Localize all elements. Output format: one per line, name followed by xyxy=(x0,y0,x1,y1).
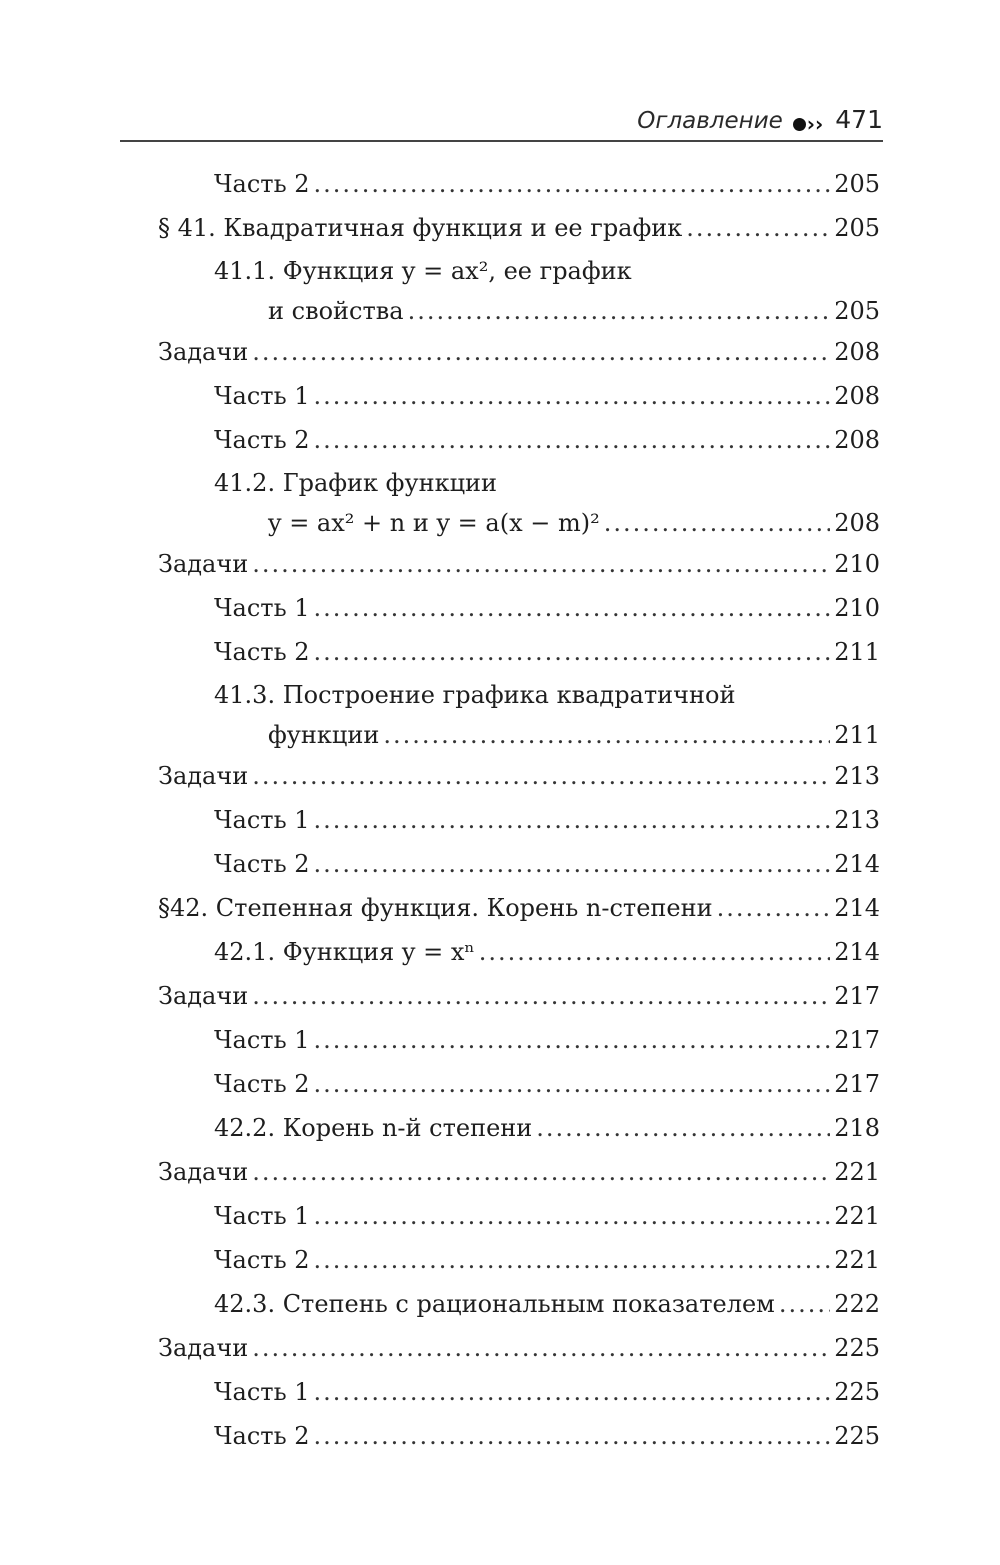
toc-entry xyxy=(158,542,880,586)
toc-entry-title: Задачи xyxy=(158,338,249,366)
toc-entry xyxy=(158,1062,880,1106)
toc-entry-title: Часть 2 xyxy=(214,1070,310,1098)
toc-entry-title: Часть 2 xyxy=(214,850,310,878)
toc-entry-title: Часть 2 xyxy=(214,1246,310,1274)
toc-entry-title: Часть 2 xyxy=(214,638,310,666)
toc-entry-page: 222 xyxy=(834,1290,880,1318)
dot-leader xyxy=(314,374,831,418)
dot-leader xyxy=(252,330,830,374)
dot-leader xyxy=(717,886,831,930)
dot-leader xyxy=(314,1018,831,1062)
toc-entry-page: 214 xyxy=(834,894,880,922)
toc-entry-title: 41.2. График функции xyxy=(214,469,497,497)
toc-entry-page: 205 xyxy=(834,214,880,242)
dot-leader xyxy=(252,754,830,798)
toc-entry-page: 218 xyxy=(834,1114,880,1142)
toc-entry-title: Задачи xyxy=(158,982,249,1010)
toc-entry-title: 42.2. Корень n-й степени xyxy=(214,1114,533,1142)
dot-leader xyxy=(314,586,831,630)
toc-entry-page: 208 xyxy=(834,338,880,366)
toc-entry-page: 211 xyxy=(834,638,880,666)
toc-entry-title: Часть 1 xyxy=(214,1202,310,1230)
toc-entry-title-continued: функции xyxy=(268,721,380,749)
toc-entry-page: 217 xyxy=(834,1070,880,1098)
toc-entry-title: Часть 1 xyxy=(214,382,310,410)
toc-entry-title: Задачи xyxy=(158,1158,249,1186)
toc-entry-title: Часть 2 xyxy=(214,426,310,454)
toc-entry-title: Часть 1 xyxy=(214,806,310,834)
dot-leader xyxy=(314,418,831,462)
toc-entry xyxy=(158,1018,880,1062)
toc-entry xyxy=(158,974,880,1018)
dot-leader xyxy=(314,1194,831,1238)
toc-entry-title: 41.1. Функция y = ax², ее график xyxy=(214,257,632,285)
dot-leader xyxy=(314,798,831,842)
dot-leader xyxy=(779,1282,830,1326)
running-head xyxy=(120,96,883,142)
toc-entry-page: 214 xyxy=(834,938,880,966)
toc-entry xyxy=(158,1326,880,1370)
toc-entry-title: Часть 2 xyxy=(214,170,310,198)
toc-entry xyxy=(158,1282,880,1326)
toc-entry-page: 213 xyxy=(834,762,880,790)
table-of-contents xyxy=(158,162,880,1458)
dot-leader xyxy=(252,1326,830,1370)
toc-entry xyxy=(158,418,880,462)
dot-leader xyxy=(479,930,830,974)
toc-entry xyxy=(158,206,880,250)
toc-entry-page: 214 xyxy=(834,850,880,878)
toc-entry xyxy=(158,630,880,674)
toc-entry-title: Часть 1 xyxy=(214,1378,310,1406)
toc-entry-page: 225 xyxy=(834,1334,880,1362)
toc-entry xyxy=(158,462,880,542)
dot-leader xyxy=(686,206,830,250)
dot-leader xyxy=(314,1414,831,1458)
toc-entry-page: 221 xyxy=(834,1202,880,1230)
toc-entry xyxy=(158,1150,880,1194)
toc-entry-page: 208 xyxy=(834,382,880,410)
dot-leader xyxy=(314,1370,831,1414)
toc-entry-title: §42. Степенная функция. Корень n-степени xyxy=(158,894,713,922)
toc-entry xyxy=(158,330,880,374)
toc-entry-title: Задачи xyxy=(158,1334,249,1362)
toc-entry-title: Задачи xyxy=(158,550,249,578)
toc-entry-title-continued: и свойства xyxy=(268,297,404,325)
dot-leader xyxy=(314,842,831,886)
dot-leader xyxy=(252,974,830,1018)
toc-entry-title: Часть 1 xyxy=(214,1026,310,1054)
dot-leader xyxy=(314,162,831,206)
toc-entry xyxy=(158,1370,880,1414)
toc-entry xyxy=(158,798,880,842)
toc-entry xyxy=(158,374,880,418)
ornament-arrows-icon: ›› xyxy=(793,114,823,134)
toc-entry-title-continued: y = ax² + n и y = a(x − m)² xyxy=(268,509,600,537)
toc-entry xyxy=(158,1414,880,1458)
toc-entry xyxy=(158,162,880,206)
dot-leader xyxy=(252,542,830,586)
dot-leader xyxy=(408,292,831,330)
toc-entry xyxy=(158,842,880,886)
dot-leader xyxy=(252,1150,830,1194)
toc-entry-page: 210 xyxy=(834,594,880,622)
toc-entry xyxy=(158,1238,880,1282)
toc-entry xyxy=(158,1194,880,1238)
page-number: 471 xyxy=(835,105,883,134)
toc-entry-page: 225 xyxy=(834,1422,880,1450)
toc-entry-title: 42.1. Функция y = xⁿ xyxy=(214,938,475,966)
toc-entry-title: Задачи xyxy=(158,762,249,790)
toc-entry-title: Часть 1 xyxy=(214,594,310,622)
toc-entry-page: 221 xyxy=(834,1246,880,1274)
toc-entry-title: 42.3. Степень с рациональным показателем xyxy=(214,1290,775,1318)
toc-entry-page: 221 xyxy=(834,1158,880,1186)
toc-entry xyxy=(158,674,880,754)
toc-entry-title: 41.3. Построение графика квадратичной xyxy=(214,681,736,709)
toc-entry xyxy=(158,586,880,630)
toc-entry xyxy=(158,886,880,930)
dot-leader xyxy=(314,1238,831,1282)
toc-entry-page: 210 xyxy=(834,550,880,578)
dot-leader xyxy=(314,630,831,674)
dot-leader xyxy=(536,1106,830,1150)
running-head-title: Оглавление xyxy=(637,108,783,134)
toc-entry-page: 225 xyxy=(834,1378,880,1406)
toc-entry-title: § 41. Квадратичная функция и ее график xyxy=(158,214,683,242)
toc-entry xyxy=(158,754,880,798)
toc-entry-page: 205 xyxy=(834,297,880,325)
dot-leader xyxy=(604,504,830,542)
dot-leader xyxy=(383,716,830,754)
toc-entry-page: 205 xyxy=(834,170,880,198)
toc-entry-page: 217 xyxy=(834,982,880,1010)
dot-leader xyxy=(314,1062,831,1106)
toc-entry-title: Часть 2 xyxy=(214,1422,310,1450)
toc-entry xyxy=(158,1106,880,1150)
toc-entry xyxy=(158,250,880,330)
toc-entry-page: 213 xyxy=(834,806,880,834)
toc-entry xyxy=(158,930,880,974)
toc-entry-page: 217 xyxy=(834,1026,880,1054)
toc-entry-page: 208 xyxy=(834,426,880,454)
toc-entry-page: 208 xyxy=(834,509,880,537)
toc-entry-page: 211 xyxy=(834,721,880,749)
